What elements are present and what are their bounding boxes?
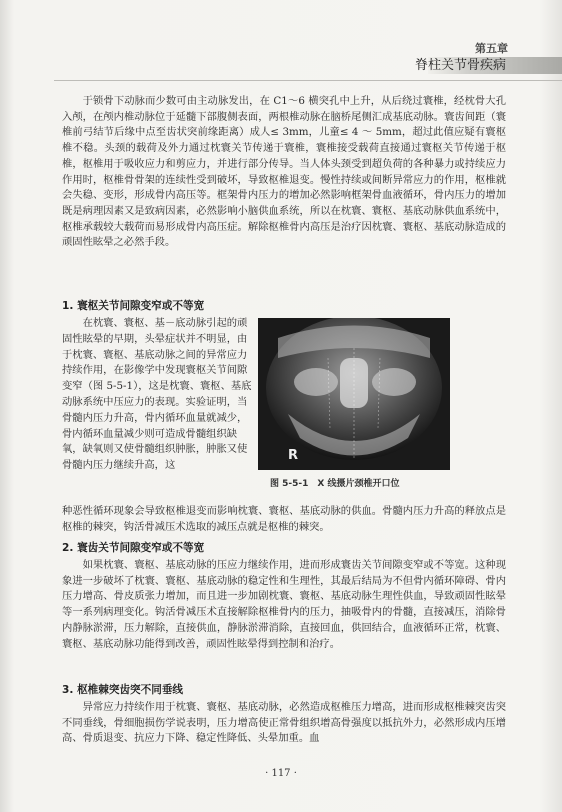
section3-body: 异常应力持续作用于枕寰、寰枢、基底动脉，必然造成枢椎压力增高，进而形成枢椎棘突齿突不同垂线，骨细胞损伤学说表明，压力增高使正常骨组织增高骨强度以抵抗外力，必然形成内压增高、骨质退变、抗应力下降、稳定性降低、头晕加重。血 (62, 701, 506, 745)
intro-paragraph: 于锁骨下动脉而少数可由主动脉发出，在 C1～6 横突孔中上升，从后绕过寰椎，经枕骨大孔入颅，在颅内椎动脉位于延髓下部腹侧表面，两根椎动脉在脑桥尾侧汇成基底动脉。寰齿间距（寰椎前弓结节后缘中点至齿状突前缘距离）成人≤ 3mm，儿童≤ 4 ～ 5mm，超过此值应疑有寰枢椎不稳。头颈的载荷及外力通过枕寰关节传递于寰椎，寰椎接受载荷直接通过寰枢关节传递于枢椎，枢椎用于吸收应力和剪应力，并进行部分传导。当人体头颈受到超负荷的各种暴力或持续应力作用时，枢椎骨骨架的连续性受到破坏，导致枢椎退变。慢性持续或间断异常应力的作用，枢椎就会失稳、变形，形成骨内高压等。框架骨内压力的增加必然影响框架骨血液循环，骨内压力的增加既是病理因素又是致病因素，必然影响小脑供血系统，所以在枕寰、寰枢、基底动脉供血系统中，枢椎承载较大载荷而易形成骨内高压症。解除枢椎骨内高压是治疗因枕寰、寰枢、基底动脉造成的顽固性眩晕之必然手段。 (62, 95, 506, 249)
chapter-label: 第五章 (475, 42, 508, 55)
figure-caption: 图 5-5-1 X 线摄片颈椎开口位 (270, 479, 400, 489)
running-title: 脊柱关节骨疾病 (414, 58, 506, 73)
page-number: · 117 · (265, 768, 297, 779)
section-heading-1: 1. 寰枢关节间隙变窄或不等宽 (62, 300, 205, 312)
xray-side-marker: R (288, 448, 299, 463)
section-heading-3: 3. 枢椎棘突齿突不同垂线 (62, 684, 184, 696)
xray-figure (258, 318, 450, 470)
section1-continuation: 种恶性循环现象会导致枢椎退变而影响枕寰、寰枢、基底动脉的供血。骨髓内压力升高的释放点是枢椎的棘突，钩活骨减压术选取的减压点就是枢椎的棘突。 (62, 505, 506, 533)
section2-body: 如果枕寰、寰枢、基底动脉的压应力继续作用，进而形成寰齿关节间隙变窄或不等宽。这种现象进一步破坏了枕寰、寰枢、基底动脉的稳定性和生理性，其最后结局为不但骨内循环障碍、骨内压力增高、骨皮质张力增加，而且进一步加剧枕寰、寰枢、基底动脉生理性供血，导致顽固性眩晕等一系列病理变化。钩活骨减压术直接解除枢椎骨内的压力，抽吸骨内的骨髓，直接减压，消除骨内静脉淤滞，压力解除，直接供血，静脉淤滞消除，直接回血，供回结合，血液循环正常，枕寰、寰枢、基底动脉功能得到改善，顽固性眩晕得到控制和治疗。 (62, 559, 506, 650)
section1-column-text: 在枕寰、寰枢、基－底动脉引起的顽固性眩晕的早期，头晕症状并不明显，由于枕寰、寰枢、基底动脉之间的异常应力持续作用，在影像学中发现寰枢关节间隙变窄（图 5-5-1），这是枕寰、寰枢、基底动脉系统中压应力的表现。实验证明，当骨髓内压力升高，骨内循环血量就减少，骨内循环血量减少则可造成骨髓组织缺氧，缺氧则又使骨髓组织肿胀，肿胀又使骨髓内压力继续升高，这 (62, 317, 252, 472)
header-rule (54, 80, 562, 81)
xray-image (258, 318, 450, 470)
section-heading-2: 2. 寰齿关节间隙变窄或不等宽 (62, 542, 205, 554)
